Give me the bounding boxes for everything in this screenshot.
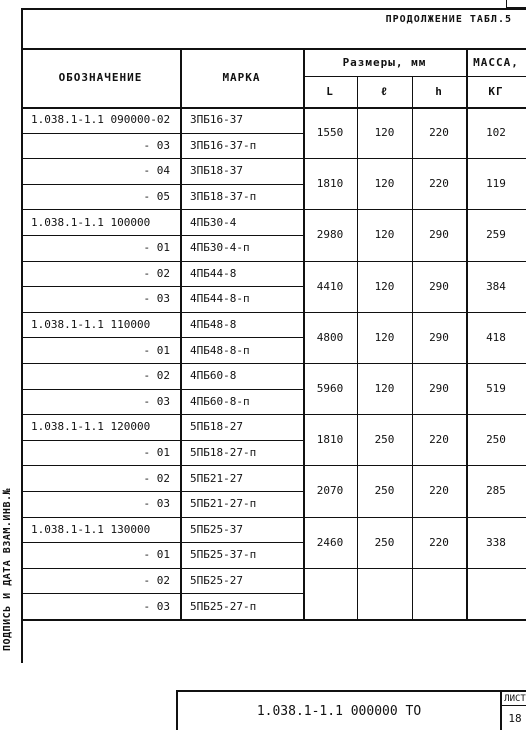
mark-cell: 3ПБ16-37 [190,113,243,127]
designation-cell: - 03 [143,599,170,613]
width-cell: 250 [374,484,395,498]
height-cell: 220 [429,126,449,140]
header-mass-unit: КГ [488,85,504,98]
mass-cell: 519 [486,382,506,396]
mass-cell: 338 [486,535,506,549]
mass-cell: 259 [486,228,506,242]
width-cell: 120 [374,177,395,191]
length-cell: 1810 [316,177,344,191]
side-stamp-text [0,486,14,652]
width-cell: 120 [374,279,395,293]
mark-cell: 5ПБ25-37-п [190,548,257,562]
width-cell: 250 [374,535,395,549]
width-cell: 120 [374,330,395,344]
header-designation: ОБОЗНАЧЕНИЕ [58,71,143,84]
header-height: h [435,85,443,98]
designation-cell: - 02 [143,369,170,383]
mark-cell: 5ПБ18-27-п [190,446,257,460]
mark-cell: 5ПБ25-37 [190,522,243,536]
title-block [176,690,526,730]
height-cell: 290 [429,330,449,344]
height-cell: 290 [429,228,449,242]
height-cell: 220 [429,535,449,549]
mark-cell: 4ПБ44-8-п [190,292,250,306]
header-length: L [326,85,334,98]
height-cell: 290 [429,279,449,293]
mark-cell: 5ПБ21-27-п [190,497,257,511]
designation-cell: - 01 [143,446,170,460]
mark-cell: 4ПБ30-4-п [190,241,250,255]
designation-cell: - 03 [143,292,170,306]
length-cell: 2460 [316,535,344,549]
length-cell: 1810 [316,433,344,447]
designation-cell: 1.038.1-1.1 090000-02 [31,113,171,127]
header-dimensions: Размеры, мм [342,55,427,69]
mark-cell: 5ПБ25-27 [190,574,243,588]
designation-cell: - 02 [143,471,170,485]
table-caption: ПРОДОЛЖЕНИЕ ТАБЛ.5 [385,14,512,25]
designation-cell: 1.038.1-1.1 100000 [31,215,151,229]
designation-cell: - 03 [143,394,170,408]
mass-cell: 119 [486,177,506,191]
mark-cell: 4ПБ48-8-п [190,343,250,357]
length-cell: 2980 [316,228,344,242]
mass-cell: 418 [486,330,506,344]
designation-cell: - 01 [143,548,170,562]
height-cell: 220 [429,433,449,447]
mass-cell: 285 [486,484,506,498]
mark-cell: 5ПБ18-27 [190,420,243,434]
length-cell: 5960 [316,382,344,396]
mass-cell: 250 [486,433,506,447]
mass-cell: 384 [486,279,506,293]
designation-cell: - 04 [143,164,170,178]
header-mark: МАРКА [222,71,261,84]
mark-cell: 5ПБ21-27 [190,471,243,485]
mark-cell: 3ПБ16-37-п [190,138,257,152]
designation-cell: - 01 [143,343,170,357]
mass-cell: 102 [486,126,506,140]
designation-cell: - 03 [143,497,170,511]
length-cell: 2070 [316,484,344,498]
document-code: 1.038.1-1.1 000000 ТО [256,703,422,719]
designation-cell: - 02 [143,574,170,588]
width-cell: 120 [374,228,395,242]
mark-cell: 4ПБ44-8 [190,266,237,280]
designation-cell: 1.038.1-1.1 130000 [31,522,151,536]
table-bottom-border [21,619,526,621]
mark-cell: 4ПБ30-4 [190,215,237,229]
header-width: ℓ [380,84,389,98]
length-cell: 1550 [316,126,344,140]
length-cell: 4800 [316,330,344,344]
sheet-label: ЛИСТ [502,692,526,706]
width-cell: 120 [374,126,395,140]
designation-cell: 1.038.1-1.1 120000 [31,420,151,434]
height-cell: 220 [429,177,449,191]
corner-mark [506,0,526,8]
sheet-number: 18 [508,711,522,725]
designation-cell: - 05 [143,190,170,204]
designation-cell: - 01 [143,241,170,255]
mark-cell: 5ПБ25-27-п [190,599,257,613]
designation-cell: 1.038.1-1.1 110000 [31,318,151,332]
designation-cell: - 02 [143,266,170,280]
mark-cell: 4ПБ60-8 [190,369,237,383]
height-cell: 290 [429,382,449,396]
height-cell: 220 [429,484,449,498]
width-cell: 120 [374,382,395,396]
header-mass: МАССА, [473,55,519,69]
mark-cell: 3ПБ18-37 [190,164,243,178]
width-cell: 250 [374,433,395,447]
mark-cell: 4ПБ60-8-п [190,394,250,408]
length-cell: 4410 [316,279,344,293]
designation-cell: - 03 [143,138,170,152]
side-stamp-label: ПОДПИСЬ И ДАТА ВЗАМ.ИНВ.№ [1,487,13,651]
mark-cell: 3ПБ18-37-п [190,190,257,204]
mark-cell: 4ПБ48-8 [190,318,237,332]
